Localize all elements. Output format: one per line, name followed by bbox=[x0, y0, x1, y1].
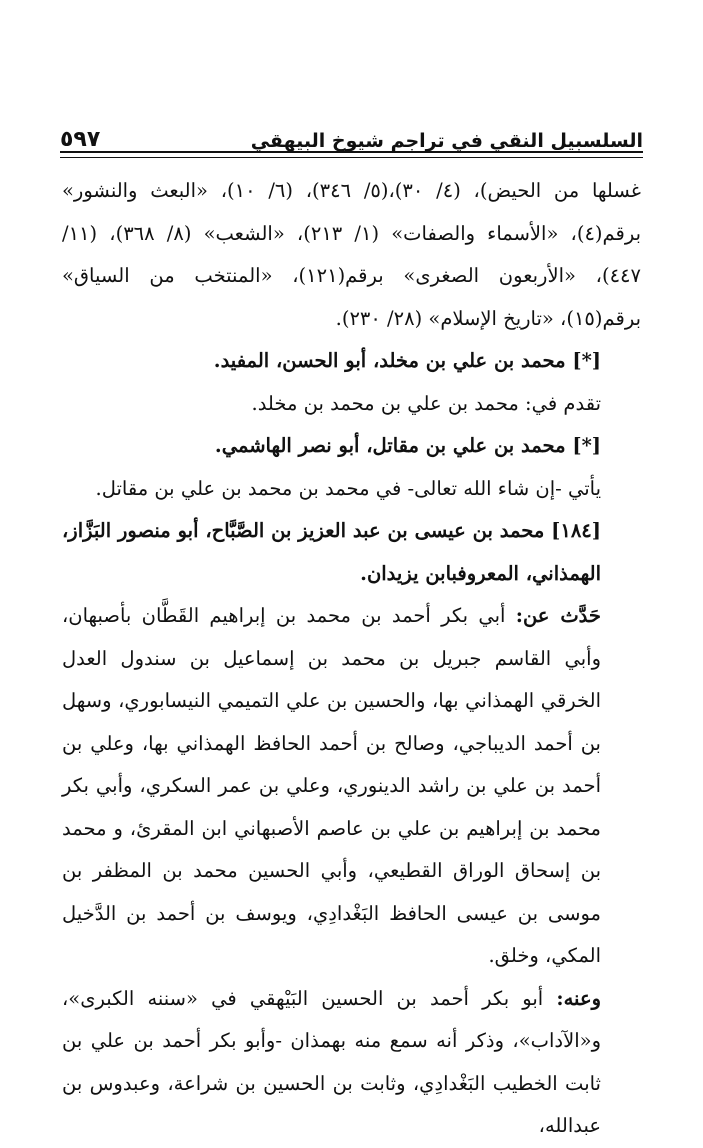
book-title: السلسبيل النقي في تراجم شيوخ البيهقي bbox=[250, 130, 643, 152]
entry-title-184: [١٨٤] محمد بن عيسى بن عبد العزيز بن الصَّبَّاح، أبو منصور البَزَّاز، الهمذاني، المعروفبابن يزيدان. bbox=[62, 519, 601, 585]
narrated-from-text: أبي بكر أحمد بن محمد بن إبراهيم القَطَّان بأصبهان، وأبي القاسم جبريل بن محمد بن إسماعيل بن سندول العدل الخرقي الهمذاني بها، والحسين بن علي التميمي النيسابوري، وسهل بن أحمد الديباجي، وصالح بن أحمد الحافظ الهمذاني بها، وعلي بن أحمد بن علي بن راشد الدينوري، وعلي بن عمر السكري، وأبي بكر محمد بن إبراهيم بن علي بن عاصم الأصبهاني ابن المقرئ، و محمد بن إسحاق الوراق القطيعي، وأبي الحسين محمد بن المظفر بن موسى بن عيسى الحافظ البَغْدادِي، ويوسف بن أحمد بن الدَّخيل المكي، وخلق. bbox=[62, 604, 601, 967]
entry-184-narrated-from bbox=[62, 595, 641, 978]
entry-note-ibn-muqatil: يأتي -إن شاء الله تعالى- في محمد بن محمد بن علي بن مقاتل. bbox=[95, 476, 601, 500]
narrated-from-label: حَدَّث عن: bbox=[515, 604, 601, 627]
continued-paragraph: غسلها من الحيض)، (٤/ ٣٠)،(٥/ ٣٤٦)، (٦/ ١٠)، «البعث والنشور» برقم(٤)، «الأسماء والصفات» (١/ ٢١٣)، «الشعب» (٨/ ٣٦٨)، (١١/ ٤٤٧)، «الأربعون الصغرى» برقم(١٢١)، «المنتخب من السياق» برقم(١٥)، «تاريخ الإسلام» (٢٨/ ٢٣٠). bbox=[62, 179, 642, 330]
narrated-by-text: أبو بكر أحمد بن الحسين البَيْهقي في «سننه الكبرى»، و«الآداب»، وذكر أنه سمع منه بهمذان -وأبو بكر أحمد بن علي بن ثابت الخطيب البَغْدادِي، وثابت بن الحسين بن شراعة، وعبدوس بن عبدالله، bbox=[62, 986, 601, 1137]
narrated-by-label: وعنه: bbox=[556, 986, 601, 1010]
running-header bbox=[60, 118, 643, 158]
entry-title-ibn-muqatil: [*] محمد بن علي بن مقاتل، أبو نصر الهاشمي. bbox=[214, 434, 601, 457]
entry-title-ibn-makhlad: [*] محمد بن علي بن مخلد، أبو الحسن، المفيد. bbox=[213, 349, 601, 372]
entry-184-narrated-by bbox=[62, 978, 641, 1148]
entry-note-ibn-makhlad: تقدم في: محمد بن علي بن محمد بن مخلد. bbox=[251, 391, 601, 415]
header-rule bbox=[60, 151, 643, 158]
page-body bbox=[62, 170, 641, 1148]
page-number: ٥٩٧ bbox=[60, 127, 101, 152]
